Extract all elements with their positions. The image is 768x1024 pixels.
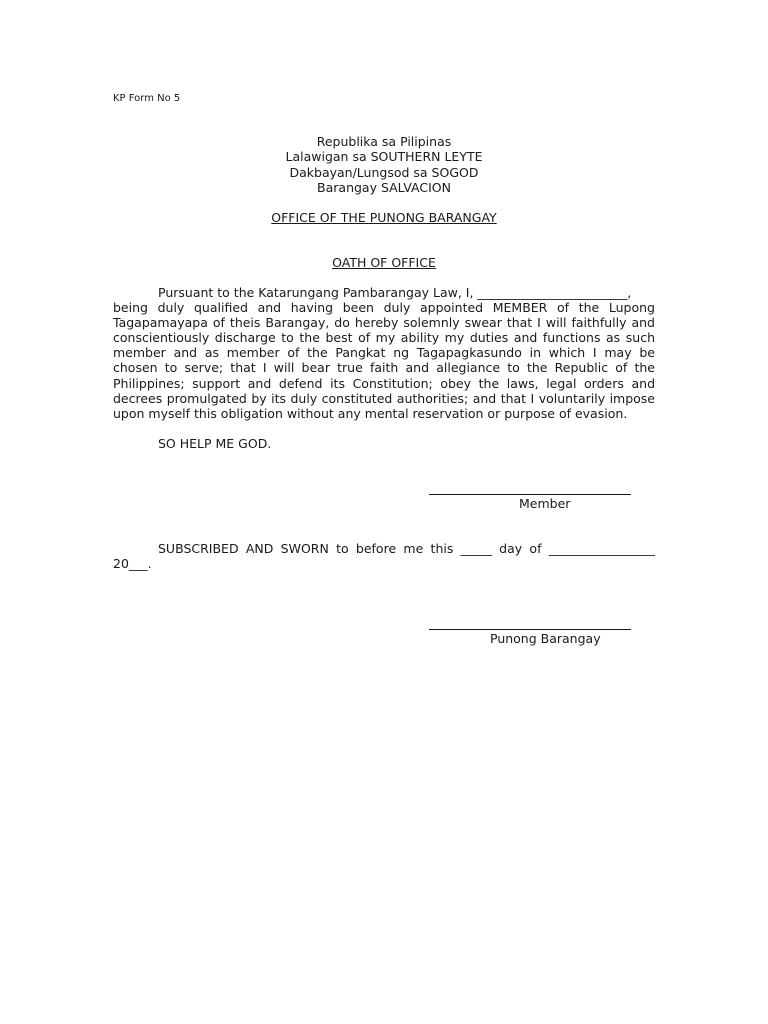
so-help-me-god: SO HELP ME GOD.	[158, 436, 272, 451]
header-province: Lalawigan sa SOUTHERN LEYTE	[285, 149, 483, 165]
member-signature-line	[429, 494, 631, 495]
oath-body-line-7: Philippines; support and defend its Constitution; obey the laws, legal orders and	[113, 375, 655, 391]
oath-body-line-8: decrees promulgated by its duly constituted authorities; and that I voluntarily impose	[113, 390, 655, 406]
header-municipality: Dakbayan/Lungsod sa SOGOD	[289, 164, 479, 180]
oath-body-line-2: being duly qualified and having been duly appointed MEMBER of the Lupong	[113, 300, 655, 316]
punong-barangay-signature-line	[429, 629, 631, 630]
punong-barangay-label: Punong Barangay	[490, 631, 601, 646]
oath-body-line-6: chosen to serve; that I will bear true faith and allegiance to the Republic of the	[113, 360, 655, 376]
document-header	[113, 134, 655, 195]
member-label: Member	[519, 496, 571, 511]
oath-body-line-1: Pursuant to the Katarungang Pambarangay Law, I, ________________________,	[158, 285, 632, 300]
subscribed-line-2: 20___.	[113, 556, 152, 572]
oath-body-paragraph	[113, 285, 655, 421]
oath-body-line-5: member and as member of the Pangkat ng Tagapagkasundo in which I may be	[113, 345, 655, 361]
subscribed-line-1: SUBSCRIBED AND SWORN to before me this _____ day of _________________	[158, 541, 655, 556]
subscribed-sworn-statement	[113, 541, 655, 572]
office-title	[113, 210, 655, 225]
form-number: KP Form No 5	[113, 93, 181, 104]
oath-body-line-3: Tagapamayapa of theis Barangay, do hereby solemnly swear that I will faithfully and	[113, 315, 655, 331]
header-barangay: Barangay SALVACION	[317, 179, 451, 195]
oath-title-text: OATH OF OFFICE	[332, 255, 436, 270]
oath-body-line-4: conscientiously discharge to the best of my ability my duties and functions as such	[113, 330, 655, 346]
oath-title	[113, 255, 655, 270]
office-title-text: OFFICE OF THE PUNONG BARANGAY	[271, 210, 497, 225]
header-republic: Republika sa Pilipinas	[316, 134, 452, 149]
oath-body-line-9: upon myself this obligation without any mental reservation or purpose of evasion.	[113, 405, 628, 421]
